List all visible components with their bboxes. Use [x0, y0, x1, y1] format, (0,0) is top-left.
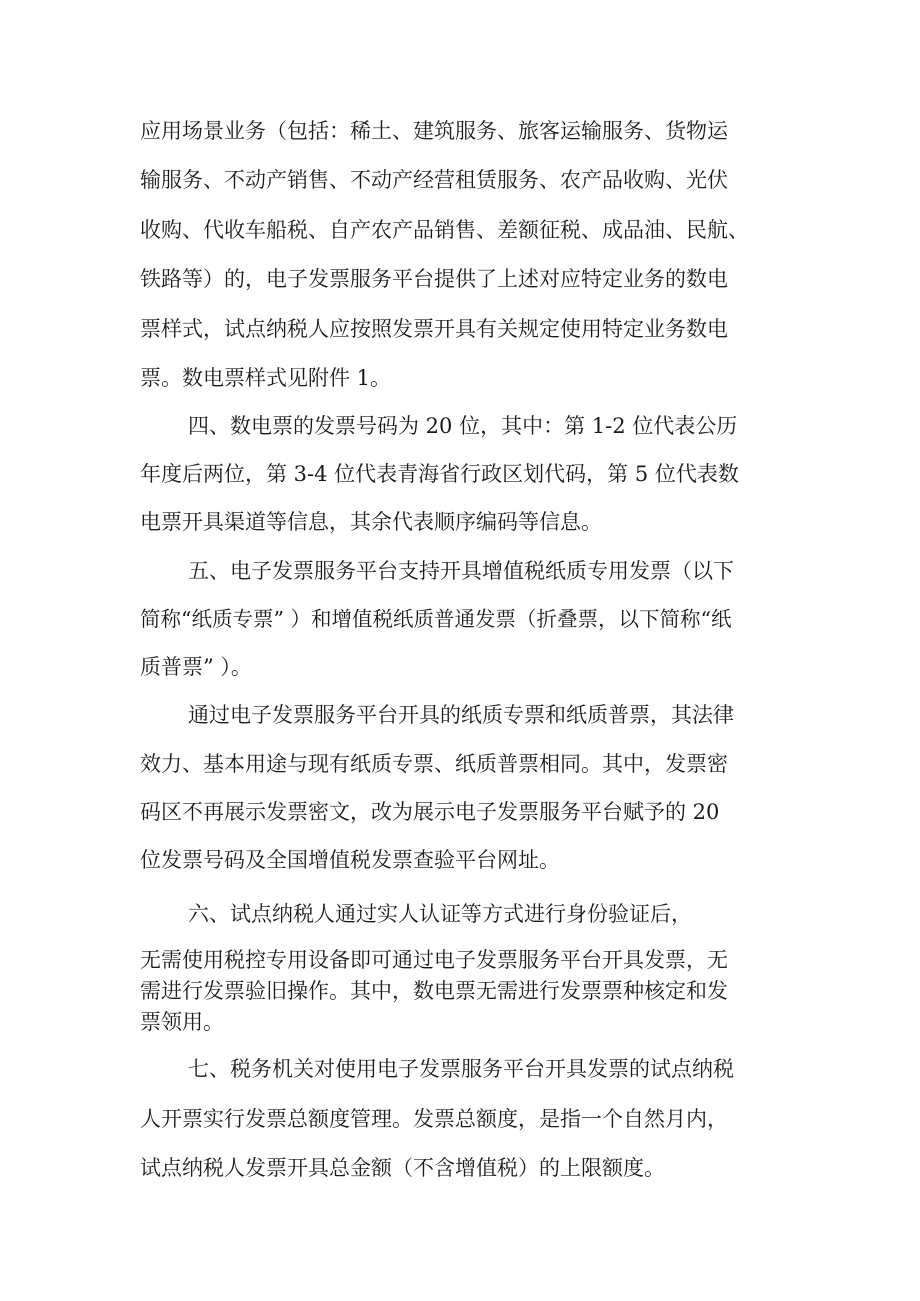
paragraph-line: 需进行发票验旧操作。其中，数电票无需进行发票票种核定和发 [140, 979, 728, 1003]
paragraph-line: 七、税务机关对使用电子发票服务平台开具发票的试点纳税 [188, 1057, 734, 1081]
paragraph-line: 通过电子发票服务平台开具的纸质专票和纸质普票，其法律 [188, 703, 734, 727]
paragraph-line: 位发票号码及全国增值税发票查验平台网址。 [140, 848, 560, 872]
paragraph-line: 票领用。 [140, 1010, 224, 1034]
paragraph-line: 效力、基本用途与现有纸质专票、纸质普票相同。其中，发票密 [140, 752, 728, 776]
paragraph-line: 无需使用税控专用设备即可通过电子发票服务平台开具发票，无 [140, 948, 728, 972]
paragraph-line: 简称“纸质专票” ）和增值税纸质普通发票（折叠票，以下简称“纸 [140, 607, 732, 631]
paragraph-line: 六、试点纳税人通过实人认证等方式进行身份验证后， [188, 902, 692, 926]
paragraph-line: 五、电子发票服务平台支持开具增值税纸质专用发票（以下 [188, 559, 734, 583]
paragraph-line: 四、数电票的发票号码为 20 位，其中：第 1-2 位代表公历 [188, 414, 738, 438]
paragraph-line: 收购、代收车船税、自产农产品销售、差额征税、成品油、民航、 [140, 218, 749, 242]
paragraph-line: 票。数电票样式见附件 1。 [140, 366, 392, 390]
paragraph-line: 票样式，试点纳税人应按照发票开具有关规定使用特定业务数电 [140, 317, 728, 341]
paragraph-line: 应用场景业务（包括：稀土、建筑服务、旅客运输服务、货物运 [140, 119, 728, 143]
paragraph-line: 试点纳税人发票开具总金额（不含增值税）的上限额度。 [140, 1156, 665, 1180]
paragraph-line: 年度后两位，第 3-4 位代表青海省行政区划代码，第 5 位代表数 [140, 462, 739, 486]
paragraph-line: 码区不再展示发票密文，改为展示电子发票服务平台赋予的 20 [140, 800, 720, 824]
paragraph-line: 铁路等）的，电子发票服务平台提供了上述对应特定业务的数电 [140, 267, 728, 291]
paragraph-line: 电票开具渠道等信息，其余代表顺序编码等信息。 [140, 510, 602, 534]
paragraph-line: 质普票” ）。 [140, 655, 252, 679]
paragraph-line: 输服务、不动产销售、不动产经营租赁服务、农产品收购、光伏 [140, 168, 728, 192]
paragraph-line: 人开票实行发票总额度管理。发票总额度，是指一个自然月内， [140, 1107, 728, 1131]
